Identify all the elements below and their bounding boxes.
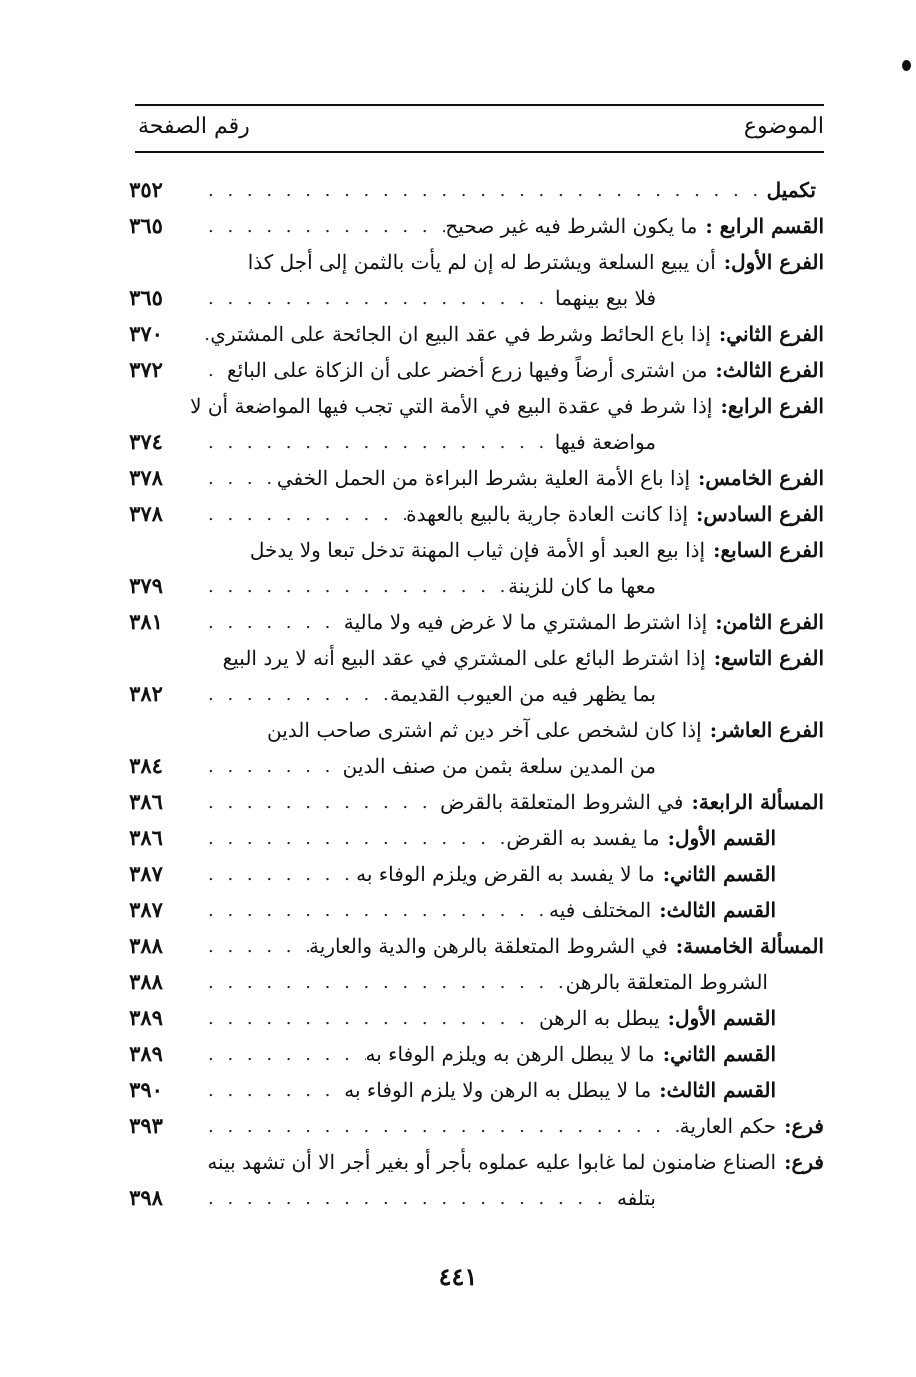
- toc-entry-label: الفرع السادس:: [696, 502, 824, 526]
- leader-dots: [202, 864, 356, 885]
- toc-entry-label: الفرع الرابع:: [720, 394, 824, 418]
- toc-entry-line: [202, 1108, 824, 1144]
- toc-entry: [120, 568, 824, 604]
- toc-entry-line: [160, 244, 824, 280]
- leader-dots: [202, 756, 343, 777]
- toc-entry-line: [202, 1000, 776, 1036]
- toc-entry-line: [202, 964, 776, 1000]
- toc-entry: [120, 748, 824, 784]
- toc-entry-label: الفرع الأول:: [723, 250, 824, 274]
- toc-entry: [120, 352, 824, 388]
- toc-entry-label: القسم الرابع :: [705, 214, 824, 238]
- table-of-contents: [120, 172, 824, 1216]
- toc-entry-page-number: ٣٨٢: [129, 681, 163, 706]
- toc-entry-label: الفرع الثاني:: [718, 322, 824, 346]
- toc-entry-line: [202, 1072, 776, 1108]
- toc-entry-page-number: ٣٨٧: [129, 897, 163, 922]
- leader-dots: [202, 972, 566, 993]
- toc-entry-line: [202, 352, 824, 388]
- toc-entry-page-number: ٣٧٠: [129, 321, 163, 346]
- leader-dots: [202, 432, 555, 453]
- toc-entry-line: [202, 496, 824, 532]
- toc-entry-title: مواضعة فيها: [554, 430, 656, 454]
- toc-entry-label: القسم الأول:: [667, 1006, 776, 1030]
- toc-entry-title: من المدين سلعة بثمن من صنف الدين: [342, 754, 656, 778]
- toc-entry-label: فرع:: [784, 1114, 824, 1138]
- toc-entry-line: [202, 820, 776, 856]
- toc-entry: [120, 532, 824, 568]
- toc-entry-line: [160, 532, 824, 568]
- toc-entry: [120, 604, 824, 640]
- toc-entry-title: أن يبيع السلعة ويشترط له إن لم يأت بالثمن إلى أجل كذا: [247, 250, 716, 274]
- toc-entry-label: الفرع الثالث:: [715, 358, 824, 382]
- toc-entry-title: في الشروط المتعلقة بالرهن والدية والعارية: [309, 934, 668, 958]
- toc-entry-line: [202, 424, 664, 460]
- toc-entry-line: [202, 1180, 664, 1216]
- toc-entry: [120, 892, 824, 928]
- toc-entry-line: [202, 316, 824, 352]
- toc-entry-page-number: ٣٧٤: [129, 429, 163, 454]
- toc-entry-label: الفرع الثامن:: [715, 610, 824, 634]
- toc-entry-page-number: ٣٨٦: [129, 825, 163, 850]
- toc-entry-line: [202, 928, 824, 964]
- toc-entry: [120, 820, 824, 856]
- toc-entry-title: من اشترى أرضاً وفيها زرع أخضر على أن الزكاة على البائع: [226, 358, 708, 382]
- header-top-rule: [135, 104, 824, 106]
- toc-entry-label: الفرع السابع:: [713, 538, 824, 562]
- leader-dots: [202, 1188, 617, 1209]
- toc-entry: [120, 1072, 824, 1108]
- toc-entry-line: [202, 568, 664, 604]
- toc-entry-page-number: ٣٨٨: [129, 969, 163, 994]
- toc-entry-label: القسم الثاني:: [662, 862, 776, 886]
- toc-entry-title: بما يظهر فيه من العيوب القديمة: [389, 682, 656, 706]
- toc-entry: [120, 676, 824, 712]
- leader-dots: [202, 1080, 344, 1101]
- toc-entry-title: إذا كانت العادة جارية بالبيع بالعهدة: [406, 502, 688, 526]
- toc-entry: [120, 1108, 824, 1144]
- toc-entry-title: ما يفسد به القرض: [506, 826, 660, 850]
- toc-entry-line: [202, 460, 824, 496]
- toc-entry: [120, 460, 824, 496]
- leader-dots: [202, 936, 309, 957]
- toc-entry-page-number: ٣٨٩: [129, 1005, 163, 1030]
- leader-dots: [202, 612, 344, 633]
- toc-entry-line: [160, 640, 824, 676]
- leader-dots: [202, 1116, 680, 1137]
- toc-entry-title: إذا باع الحائط وشرط في عقد البيع ان الجائحة على المشتري: [210, 322, 711, 346]
- toc-entry: [120, 640, 824, 676]
- toc-entry-line: [160, 712, 824, 748]
- toc-entry-page-number: ٣٥٢: [129, 177, 163, 202]
- leader-dots: [202, 180, 767, 201]
- toc-entry-title: إذا اشترط المشتري ما لا غرض فيه ولا مالية: [343, 610, 708, 634]
- toc-entry-label: الفرع العاشر:: [709, 718, 824, 742]
- leader-dots: [202, 468, 277, 489]
- toc-entry-page-number: ٣٦٥: [129, 285, 163, 310]
- page-number: ٤٤١: [438, 1262, 478, 1291]
- toc-entry-title: إذا باع الأمة العلية بشرط البراءة من الحمل الخفي: [276, 466, 691, 490]
- toc-entry-title: ما يكون الشرط فيه غير صحيح: [445, 214, 698, 238]
- column-header-page-number: رقم الصفحة: [138, 114, 250, 139]
- toc-entry-line: [160, 1144, 824, 1180]
- leader-dots: [202, 900, 549, 921]
- toc-entry-line: [160, 388, 824, 424]
- toc-entry-page-number: ٣٨٨: [129, 933, 163, 958]
- toc-entry-title: معها ما كان للزينة: [508, 574, 656, 598]
- toc-entry-page-number: ٣٨٤: [129, 753, 163, 778]
- toc-entry: [120, 1144, 824, 1180]
- toc-entry-title: المختلف فيه: [549, 898, 652, 922]
- toc-entry: [120, 928, 824, 964]
- toc-entry: [120, 496, 824, 532]
- leader-dots: [202, 324, 210, 345]
- toc-entry: [120, 1000, 824, 1036]
- toc-entry: [120, 964, 824, 1000]
- leader-dots: [202, 1044, 366, 1065]
- toc-entry: [120, 388, 824, 424]
- toc-entry-page-number: ٣٩٣: [129, 1113, 163, 1138]
- toc-entry-title: الشروط المتعلقة بالرهن: [565, 970, 768, 994]
- toc-entry-page-number: ٣٩٨: [129, 1185, 163, 1210]
- toc-entry-line: [202, 172, 824, 208]
- toc-entry-title: فلا بيع بينهما: [555, 286, 656, 310]
- toc-entry-title: إذا شرط في عقدة البيع في الأمة التي تجب فيها المواضعة أن لا: [190, 394, 713, 418]
- toc-entry-label: الفرع الخامس:: [698, 466, 824, 490]
- toc-entry-title: ما لا يفسد به القرض ويلزم الوفاء به: [356, 862, 655, 886]
- toc-entry-title: بتلفه: [616, 1186, 656, 1210]
- leader-dots: [202, 288, 555, 309]
- toc-entry-title: الصناع ضامنون لما غابوا عليه عملوه بأجر أو بغير أجر الا أن تشهد بينه: [207, 1150, 777, 1174]
- toc-entry-title: تكميل: [766, 178, 816, 202]
- leader-dots: [202, 1008, 539, 1029]
- toc-entry: [120, 784, 824, 820]
- leader-dots: [202, 828, 506, 849]
- toc-entry-label: القسم الثالث:: [659, 1078, 776, 1102]
- toc-entry-title: ما لا يبطل به الرهن ولا يلزم الوفاء به: [344, 1078, 652, 1102]
- toc-entry-line: [202, 856, 776, 892]
- toc-entry-page-number: ٣٦٥: [129, 213, 163, 238]
- leader-dots: [202, 216, 445, 237]
- toc-entry-line: [202, 676, 664, 712]
- toc-entry-page-number: ٣٧٩: [129, 573, 163, 598]
- toc-entry: [120, 712, 824, 748]
- leader-dots: [202, 504, 406, 525]
- header-bottom-rule: [135, 151, 824, 153]
- toc-entry-label: القسم الثالث:: [659, 898, 776, 922]
- toc-entry-title: إذا كان لشخص على آخر دين ثم اشترى صاحب الدين: [267, 718, 702, 742]
- column-header-subject: الموضوع: [743, 114, 824, 139]
- toc-entry-label: الفرع التاسع:: [713, 646, 824, 670]
- toc-entry: [120, 1036, 824, 1072]
- toc-entry-title: في الشروط المتعلقة بالقرض: [440, 790, 684, 814]
- toc-entry-line: [202, 748, 664, 784]
- toc-entry-page-number: ٣٨٩: [129, 1041, 163, 1066]
- toc-entry-label: القسم الأول:: [667, 826, 776, 850]
- toc-entry-title: إذا اشترط البائع على المشتري في عقد البيع أنه لا يرد البيع: [222, 646, 706, 670]
- margin-dot: [902, 60, 911, 71]
- toc-entry-page-number: ٣٧٢: [129, 357, 163, 382]
- toc-entry: [120, 244, 824, 280]
- toc-entry-page-number: ٣٨١: [129, 609, 163, 634]
- toc-entry: [120, 1180, 824, 1216]
- toc-entry: [120, 208, 824, 244]
- toc-entry-label: المسألة الرابعة:: [691, 790, 824, 814]
- toc-entry-page-number: ٣٩٠: [129, 1077, 163, 1102]
- toc-entry-line: [202, 208, 824, 244]
- toc-entry: [120, 172, 824, 208]
- leader-dots: [202, 576, 508, 597]
- toc-entry: [120, 856, 824, 892]
- toc-entry-line: [202, 892, 776, 928]
- toc-entry-page-number: ٣٨٧: [129, 861, 163, 886]
- leader-dots: [202, 360, 227, 381]
- toc-entry-line: [202, 280, 664, 316]
- toc-entry: [120, 316, 824, 352]
- toc-entry-title: إذا بيع العبد أو الأمة فإن ثياب المهنة تدخل تبعا ولا يدخل: [249, 538, 706, 562]
- toc-entry-title: ما لا يبطل الرهن به ويلزم الوفاء به: [365, 1042, 655, 1066]
- toc-entry: [120, 280, 824, 316]
- leader-dots: [202, 792, 440, 813]
- toc-entry-page-number: ٣٨٦: [129, 789, 163, 814]
- toc-entry-label: القسم الثاني:: [662, 1042, 776, 1066]
- toc-entry-line: [202, 1036, 776, 1072]
- toc-entry-page-number: ٣٧٨: [129, 501, 163, 526]
- toc-entry-line: [202, 784, 824, 820]
- toc-entry-page-number: ٣٧٨: [129, 465, 163, 490]
- toc-entry-title: يبطل به الرهن: [538, 1006, 660, 1030]
- toc-entry: [120, 424, 824, 460]
- toc-entry-title: حكم العارية: [679, 1114, 777, 1138]
- toc-entry-label: فرع:: [784, 1150, 824, 1174]
- leader-dots: [202, 684, 390, 705]
- toc-entry-label: المسألة الخامسة:: [675, 934, 824, 958]
- toc-entry-line: [202, 604, 824, 640]
